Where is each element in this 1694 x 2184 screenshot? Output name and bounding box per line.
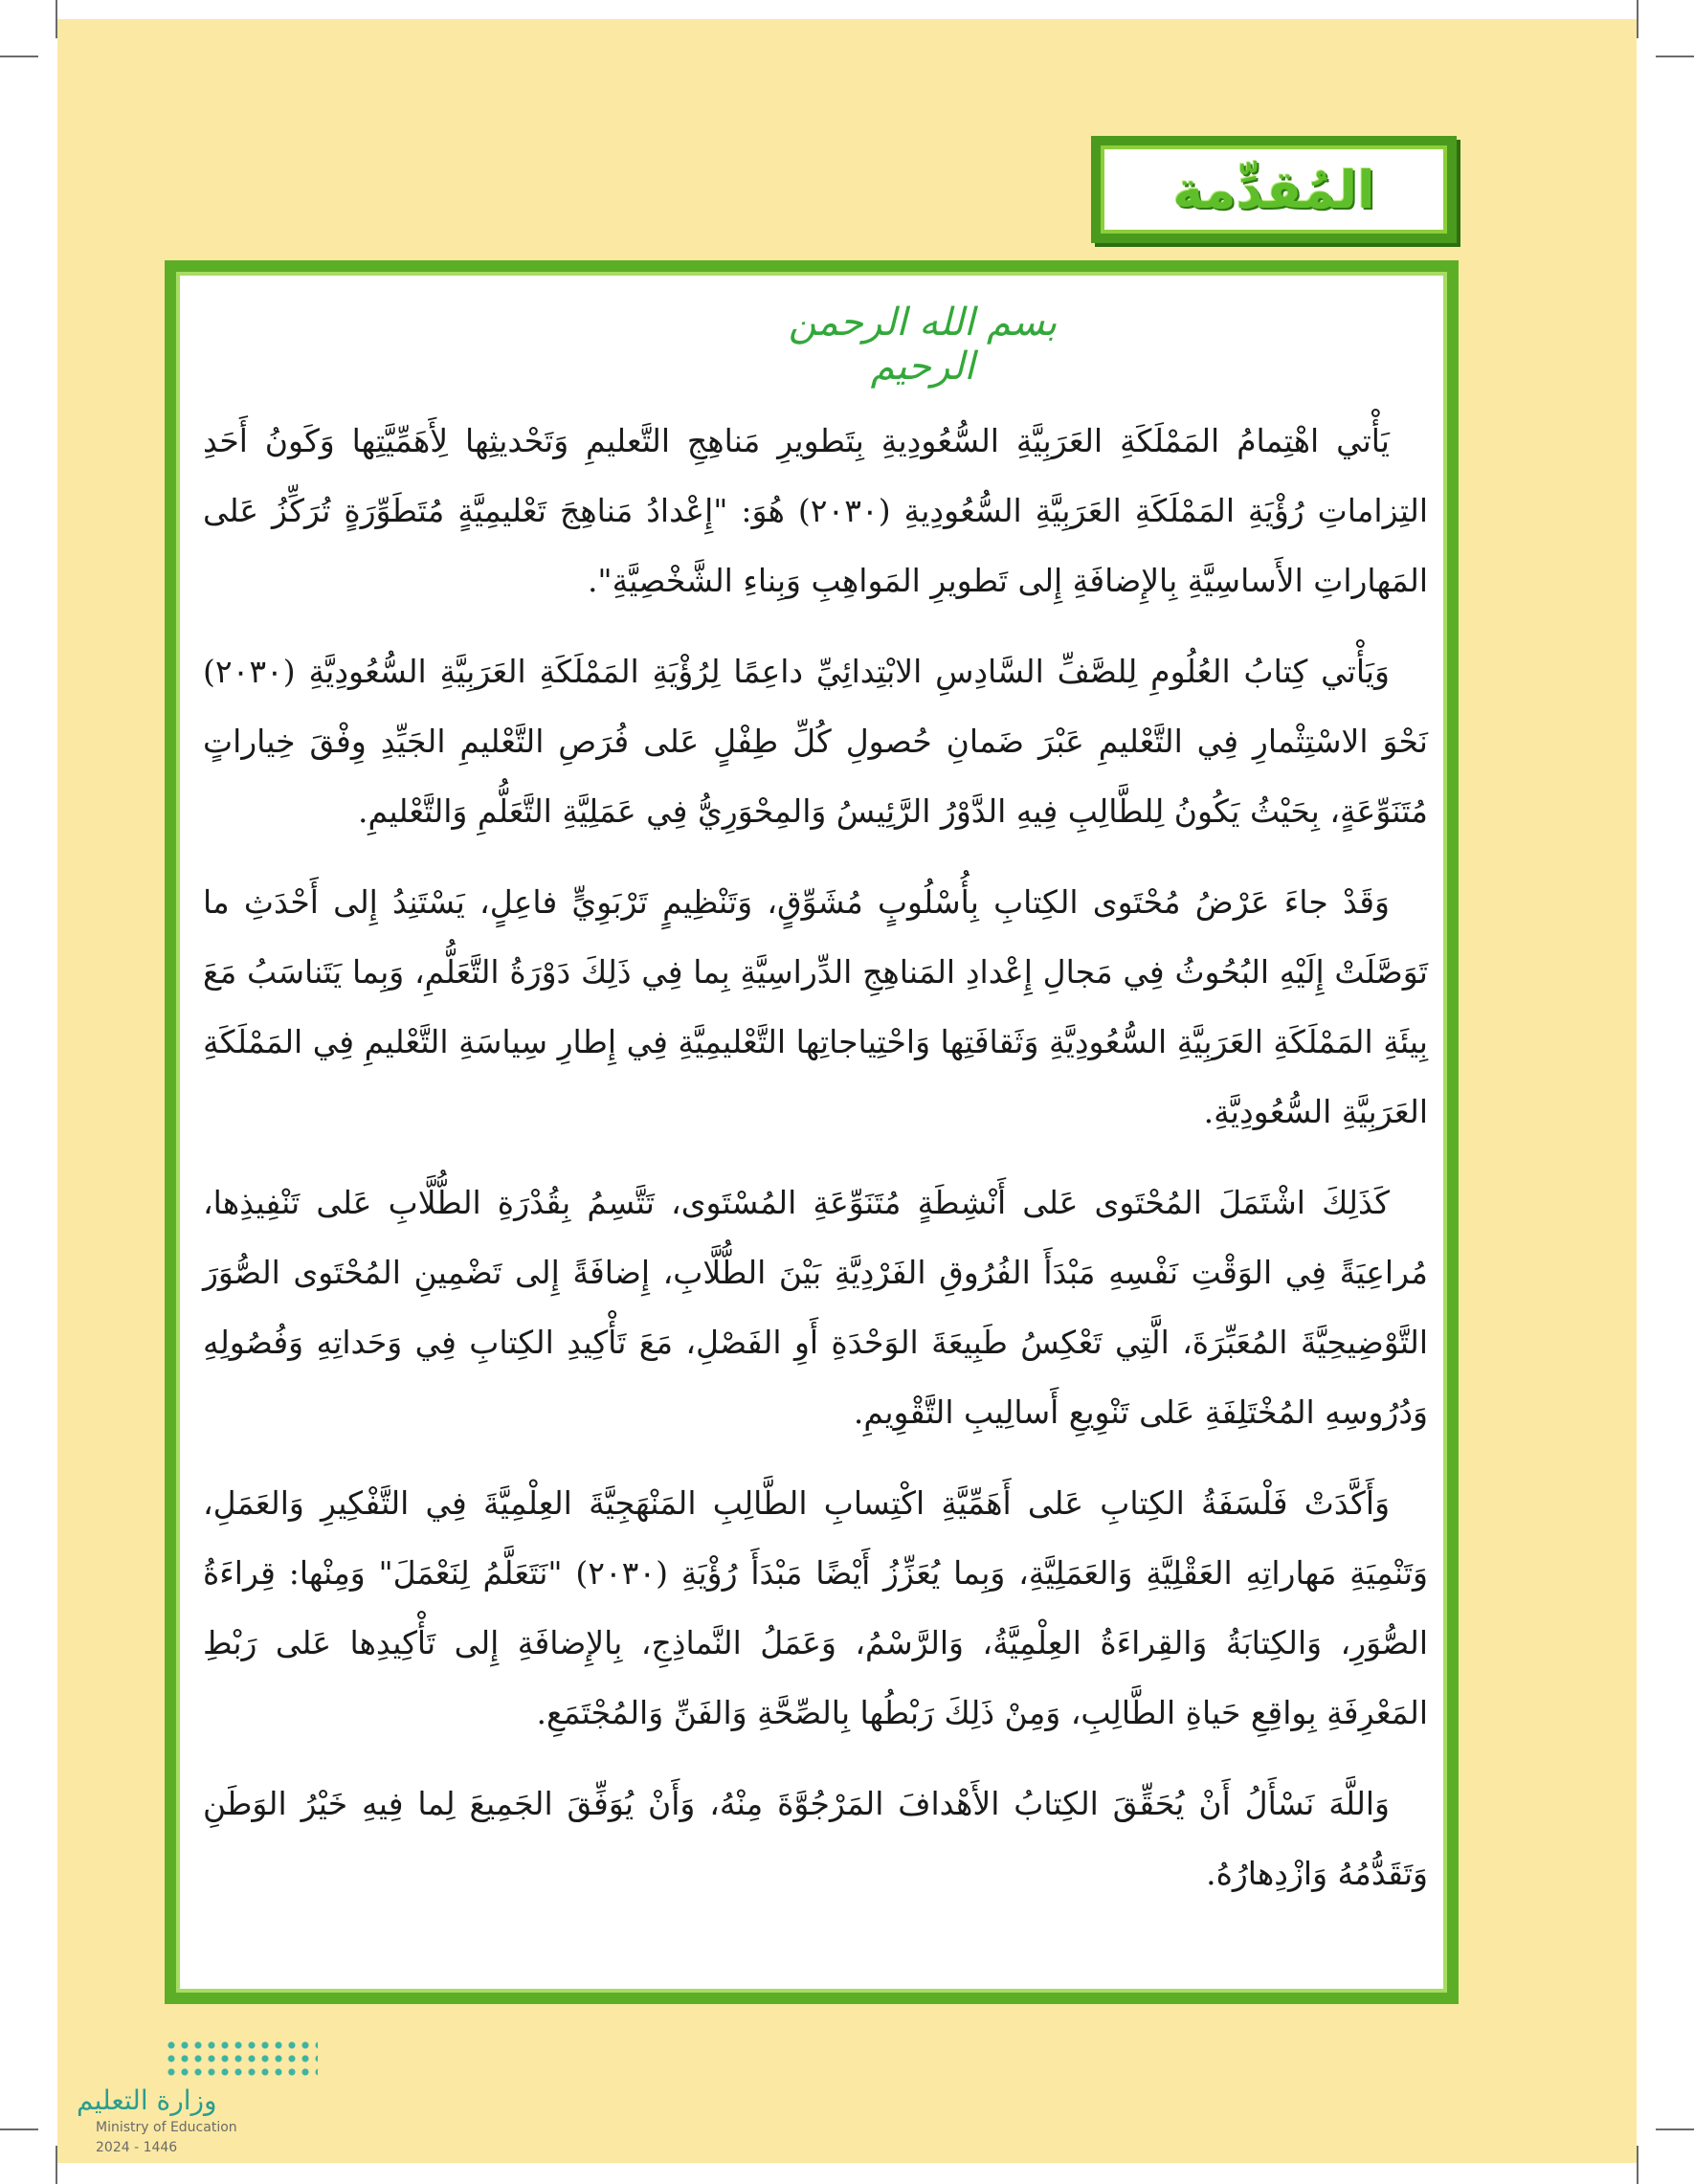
crop-mark: [1656, 2128, 1694, 2130]
paragraph: وَقَدْ جاءَ عَرْضُ مُحْتَوى الكِتابِ بِأُسْلُوبٍ مُشَوِّقٍ، وَتَنْظِيمٍ تَرْبَوِيٍّ فاعِلٍ، يَسْتَنِدُ إِلى أَحْدَثِ ما تَوَصَّلَتْ إِلَيْهِ البُحُوثُ فِي مَجالِ إِعْدادِ المَناهِجِ الدِّراسِيَّةِ بِما فِي ذَلِكَ دَوْرَةُ التَّعَلُّمِ، وَبِما يَتَناسَبُ مَعَ بِيئَةِ المَمْلَكَةِ العَرَبِيَّةِ السُّعُودِيَّةِ وَثَقافَتِها وَاحْتِياجاتِها التَّعْليمِيَّةِ فِي إِطارِ سِياسَةِ التَّعْليمِ فِي المَمْلَكَةِ العَرَبِيَّةِ السُّعُودِيَّةِ.: [203, 883, 1428, 1130]
crop-mark: [1637, 2146, 1638, 2184]
page-title: المُقدِّمة: [1172, 159, 1375, 220]
paragraph: وَاللَّهَ نَسْأَلُ أَنْ يُحَقِّقَ الكِتابُ الأَهْدافَ المَرْجُوَّةَ مِنْهُ، وَأَنْ يُوَفِّقَ الجَمِيعَ لِما فِيهِ خَيْرُ الوَطَنِ وَتَقَدُّمُهُ وَازْدِهارُهُ.: [203, 1785, 1428, 1892]
crop-mark: [0, 56, 38, 57]
paragraph: وَيَأْتي كِتابُ العُلُومِ لِلصَّفِّ السَّادِسِ الابْتِدائِيِّ داعِمًا لِرُؤْيَةِ المَمْلَكَةِ العَرَبِيَّةِ السُّعُودِيَّةِ (٢٠٣٠) نَحْوَ الاسْتِثْمارِ فِي التَّعْليمِ عَبْرَ ضَمانِ حُصولِ كُلِّ طِفْلٍ عَلى فُرَصِ التَّعْليمِ الجَيِّدِ وِفْقَ خِياراتٍ مُتَنَوِّعَةٍ، بِحَيْثُ يَكُونُ لِلطَّالِبِ فِيهِ الدَّوْرُ الرَّئِيسُ وَالمِحْوَرِيُّ فِي عَمَلِيَّةِ التَّعَلُّمِ وَالتَّعْليمِ.: [203, 653, 1428, 830]
ministry-logo-english: Ministry of Education: [96, 2120, 237, 2135]
ministry-logo-dots-icon: [165, 2039, 318, 2081]
paragraph: وَأَكَّدَتْ فَلْسَفَةُ الكِتابِ عَلى أَهَمِّيَّةِ اكْتِسابِ الطَّالِبِ المَنْهَجِيَّةَ العِلْمِيَّةَ فِي التَّفْكِيرِ وَالعَمَلِ، وَتَنْمِيَةِ مَهاراتِهِ العَقْلِيَّةِ وَالعَمَلِيَّةِ، وَبِما يُعَزِّزُ أَيْضًا مَبْدَأَ رُؤْيَةِ (٢٠٣٠) "نَتَعَلَّمُ لِنَعْمَلَ" وَمِنْها: قِراءَةُ الصُّوَرِ، وَالكِتابَةُ وَالقِراءَةُ العِلْمِيَّةُ، وَالرَّسْمُ، وَعَمَلُ النَّماذِجِ، بِالإِضافَةِ إِلى تَأْكِيدِها عَلى رَبْطِ المَعْرِفَةِ بِواقِعِ حَياةِ الطَّالِبِ، وَمِنْ ذَلِكَ رَبْطُها بِالصِّحَّةِ وَالفَنِّ وَالمُجْتَمَعِ.: [203, 1484, 1428, 1731]
crop-mark: [1656, 56, 1694, 57]
paragraph: كَذَلِكَ اشْتَمَلَ المُحْتَوى عَلى أَنْشِطَةٍ مُتَنَوِّعَةِ المُسْتَوى، تَتَّسِمُ بِقُدْرَةِ الطُّلَّابِ عَلى تَنْفِيذِها، مُراعِيَةً فِي الوَقْتِ نَفْسِهِ مَبْدَأَ الفُرُوقِ الفَرْدِيَّةِ بَيْنَ الطُّلَّابِ، إِضافَةً إِلى تَضْمِينِ المُحْتَوى الصُّوَرَ التَّوْضِيحِيَّةَ المُعَبِّرَةَ، الَّتِي تَعْكِسُ طَبِيعَةَ الوَحْدَةِ أَوِ الفَصْلِ، مَعَ تَأْكِيدِ الكِتابِ فِي وَحَداتِهِ وَفُصُولِهِ وَدُرُوسِهِ المُخْتَلِفَةِ عَلى تَنْوِيعِ أَسالِيبِ التَّقْوِيمِ.: [203, 1184, 1428, 1431]
crop-mark: [1637, 0, 1638, 38]
basmala-calligraphy: بسم الله الرحمن الرحيم: [788, 301, 1058, 389]
content-frame: [165, 260, 1459, 2004]
section-title-tab: [1091, 136, 1457, 243]
crop-mark: [0, 2128, 38, 2130]
ministry-logo-arabic: وزارة التعليم: [77, 2084, 217, 2116]
paragraph: يَأْتي اهْتِمامُ المَمْلَكَةِ العَرَبِيَّةِ السُّعُودِيةِ بِتَطويرِ مَناهِجِ التَّعليمِ وَتَحْديثِها لِأَهَمِّيَّتِها وَكَونُ أَحَدِ التِزاماتِ رُؤْيَةِ المَمْلَكَةِ العَرَبِيَّةِ السُّعُودِيةِ (٢٠٣٠) هُوَ: "إِعْدادُ مَناهِجَ تَعْليمِيَّةٍ مُتَطَوِّرَةٍ تُرَكِّزُ عَلى المَهاراتِ الأَساسِيَّةِ بِالإِضافَةِ إِلى تَطويرِ المَواهِبِ وَبِناءِ الشَّخْصِيَّةِ".: [203, 422, 1428, 599]
edition-year: 2024 - 1446: [96, 2140, 178, 2155]
crop-mark: [56, 2146, 57, 2184]
introduction-text: [203, 406, 1428, 1929]
crop-mark: [56, 0, 57, 38]
